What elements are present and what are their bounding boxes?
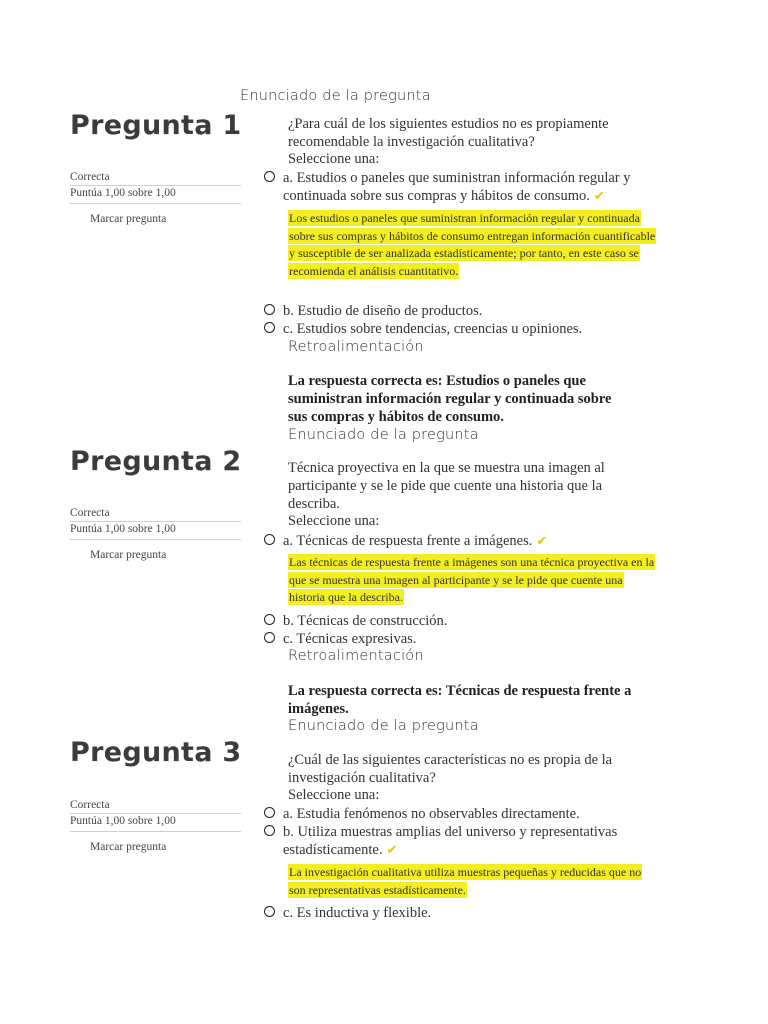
checkmark-icon: ✔ bbox=[593, 189, 605, 204]
option-feedback-text: Las técnicas de respuesta frente a imágenes son una técnica proyectiva en la que se muestra una imagen al participante y se le pide que cuente una historia que la describa. bbox=[289, 555, 655, 605]
radio-unselected-icon[interactable] bbox=[264, 614, 275, 625]
flag-question-link[interactable]: Marcar pregunta bbox=[90, 549, 167, 561]
answer-option-label: b. Utiliza muestras amplias del universo y representativas estadísticamente. bbox=[283, 824, 618, 858]
answer-option-a[interactable]: a. Estudia fenómenos no observables directamente. bbox=[283, 806, 580, 822]
option-feedback bbox=[288, 554, 658, 607]
question-statement-heading: Enunciado de la pregunta bbox=[288, 718, 479, 734]
select-prompt: Seleccione una: bbox=[288, 513, 380, 529]
checkmark-icon: ✔ bbox=[386, 843, 398, 858]
feedback-heading: Retroalimentación bbox=[288, 339, 424, 355]
select-prompt: Seleccione una: bbox=[288, 787, 380, 803]
question-status: Correcta bbox=[70, 171, 110, 183]
answer-option-b[interactable]: b. Estudio de diseño de productos. bbox=[283, 303, 483, 319]
option-feedback bbox=[288, 864, 658, 899]
question-text: ¿Cuál de las siguientes características no es propia de la investigación cualitativa? bbox=[288, 752, 613, 786]
question-title: Pregunta 3 bbox=[70, 737, 242, 768]
answer-option-b[interactable]: b. Técnicas de construcción. bbox=[283, 613, 448, 629]
radio-unselected-icon[interactable] bbox=[264, 632, 275, 643]
feedback-heading: Retroalimentación bbox=[288, 648, 424, 664]
question-statement-heading: Enunciado de la pregunta bbox=[240, 88, 431, 104]
question-title: Pregunta 2 bbox=[70, 446, 242, 477]
checkmark-icon: ✔ bbox=[536, 534, 548, 549]
answer-option-c[interactable]: c. Es inductiva y flexible. bbox=[283, 905, 432, 921]
flag-question-link[interactable]: Marcar pregunta bbox=[90, 841, 167, 853]
question-score: Puntúa 1,00 sobre 1,00 bbox=[70, 523, 176, 535]
divider bbox=[70, 813, 241, 814]
select-prompt: Seleccione una: bbox=[288, 151, 380, 167]
divider bbox=[70, 185, 241, 186]
question-status: Correcta bbox=[70, 507, 110, 519]
question-score: Puntúa 1,00 sobre 1,00 bbox=[70, 187, 176, 199]
question-text: ¿Para cuál de los siguientes estudios no es propiamente recomendable la investigación cualitativa? bbox=[288, 116, 609, 150]
question-title: Pregunta 1 bbox=[70, 110, 242, 141]
option-feedback-text: La investigación cualitativa utiliza muestras pequeñas y reducidas que no son representativas estadísticamente. bbox=[289, 865, 642, 897]
question-status: Correcta bbox=[70, 799, 110, 811]
question-statement-heading: Enunciado de la pregunta bbox=[288, 427, 479, 443]
radio-unselected-icon[interactable] bbox=[264, 304, 275, 315]
question-text: Técnica proyectiva en la que se muestra una imagen al participante y se le pide que cuente una historia que la describa. bbox=[288, 460, 605, 512]
radio-unselected-icon[interactable] bbox=[264, 807, 275, 818]
option-feedback-text: Los estudios o paneles que suministran información regular y continuada sobre sus compras y hábitos de consumo entregan información cuantificable y susceptible de ser analizada estadísticamente; por tanto, en este caso se recomienda el análisis cuantitativo. bbox=[289, 211, 656, 278]
answer-option-a[interactable] bbox=[283, 532, 653, 551]
question-score: Puntúa 1,00 sobre 1,00 bbox=[70, 815, 176, 827]
answer-option-c[interactable]: c. Técnicas expresivas. bbox=[283, 631, 417, 647]
divider bbox=[70, 539, 241, 540]
answer-option-c[interactable]: c. Estudios sobre tendencias, creencias u opiniones. bbox=[283, 321, 583, 337]
radio-unselected-icon[interactable] bbox=[264, 534, 275, 545]
flag-question-link[interactable]: Marcar pregunta bbox=[90, 213, 167, 225]
option-feedback bbox=[288, 210, 658, 280]
radio-unselected-icon[interactable] bbox=[264, 171, 275, 182]
correct-answer-text: La respuesta correcta es: Estudios o paneles que suministran información regular y continuada sobre sus compras y hábitos de consumo. bbox=[288, 373, 612, 425]
divider bbox=[70, 203, 241, 204]
divider bbox=[70, 831, 241, 832]
answer-option-label: a. Técnicas de respuesta frente a imágenes. bbox=[283, 533, 533, 549]
radio-unselected-icon[interactable] bbox=[264, 825, 275, 836]
answer-option-b[interactable] bbox=[283, 823, 643, 860]
radio-unselected-icon[interactable] bbox=[264, 906, 275, 917]
radio-unselected-icon[interactable] bbox=[264, 322, 275, 333]
correct-answer-text: La respuesta correcta es: Técnicas de respuesta frente a imágenes. bbox=[288, 683, 632, 717]
answer-option-a[interactable] bbox=[283, 169, 653, 206]
divider bbox=[70, 521, 241, 522]
answer-option-label: a. Estudios o paneles que suministran información regular y continuada sobre sus compras y hábitos de consumo. bbox=[283, 170, 631, 204]
